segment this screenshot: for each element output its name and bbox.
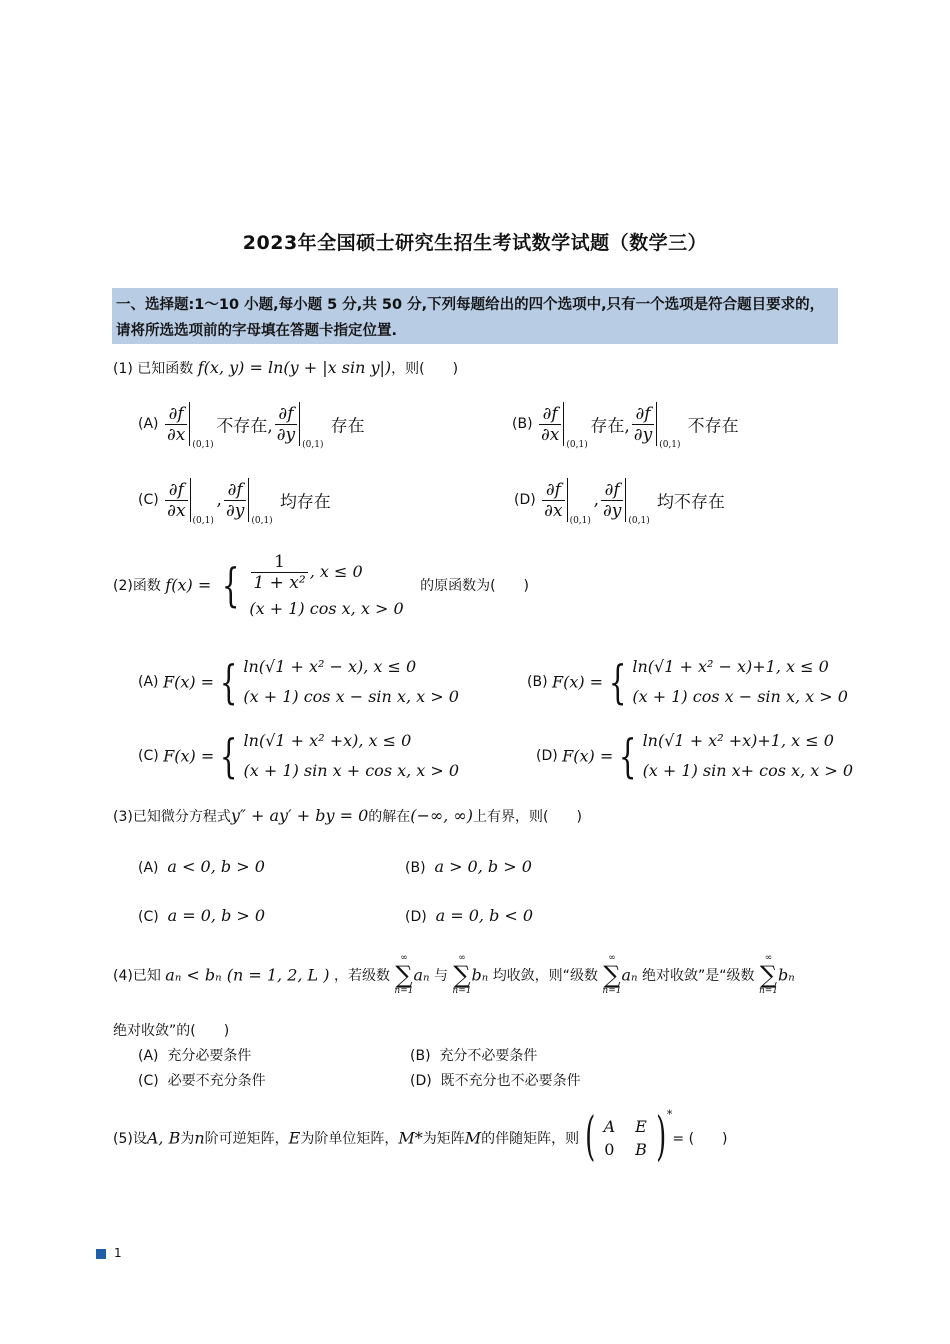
partial-fx: $\frac{\partial f}{\partial x}$	[166, 403, 186, 445]
block-matrix: ( A E 0 B )	[584, 1107, 666, 1167]
page-number: 1	[114, 1246, 122, 1260]
q2-option-d[interactable]: (D) F(x) = { ln(√1 + x² +x)+1, x ≤ 0 (x + 1) sin x+ cos x, x > 0	[536, 729, 854, 783]
q4-option-b[interactable]: (B) 充分不必要条件	[410, 1048, 538, 1064]
partial-fx: $\frac{\partial f}{\partial x}$	[540, 403, 560, 445]
q2-option-b[interactable]: (B) F(x) = { ln(√1 + x² − x)+1, x ≤ 0 (x + 1) cos x − sin x, x > 0	[527, 655, 848, 709]
eval-bar: (0,1)	[248, 478, 275, 522]
sum-symbol: ∞ ∑ n=1	[758, 953, 779, 996]
q1-option-b[interactable]: (B) $\frac{\partial f}{\partial x}$ (0,1) 存在, $\frac{\partial f}{\partial y}$ (0,1) 不存在	[512, 403, 739, 450]
eval-bar: (0,1)	[656, 402, 683, 446]
q4-option-d[interactable]: (D) 既不充分也不必要条件	[410, 1073, 581, 1089]
partial-fx: $\frac{\partial f}{\partial x}$	[544, 479, 563, 521]
partial-fx: $\frac{\partial f}{\partial x}$	[167, 479, 186, 521]
question-4-continuation: 绝对收敛”的( )	[113, 1023, 230, 1039]
partial-fy: $\frac{\partial f}{\partial y}$	[602, 479, 622, 521]
question-2-stem: (2)函数 f(x) = { $\frac{1}{\text{1 + x²}}$ , x ≤ 0 (x + 1) cos x, x > 0 的原函数为( )	[113, 552, 530, 618]
option-label: (D)	[514, 492, 536, 508]
q2-option-c[interactable]: (C) F(x) = { ln(√1 + x² +x), x ≤ 0 (x + 1) sin x + cos x, x > 0	[138, 729, 460, 783]
q3-option-a[interactable]: (A) a < 0, b > 0	[138, 857, 265, 876]
question-tail: ，则( )	[391, 361, 459, 377]
option-label: (D)	[536, 748, 558, 764]
partial-fy: $\frac{\partial f}{\partial y}$	[276, 403, 296, 445]
page-title: 2023年全国硕士研究生招生考试数学试题（数学三）	[242, 232, 708, 254]
option-label: (A)	[138, 416, 159, 432]
option-label: (A)	[138, 674, 159, 690]
section-header	[112, 288, 838, 344]
question-4-stem: (4)已知 aₙ < bₙ (n = 1, 2, L ) ，若级数 ∞ ∑ n=1 aₙ 与 ∞ ∑ n=1 bₙ 均收敛，则“级数 ∞ ∑ n=1 aₙ 绝对收敛”是“级数 ∞ ∑ n=1 bₙ	[113, 953, 795, 996]
section-header-text: 一、选择题:1～10 小题,每小题 5 分,共 50 分,下列每题给出的四个选项中,只有一个选项是符合题目要求的，请将所选选项前的字母填在答题卡指定位置.	[116, 297, 825, 339]
q1-option-c[interactable]: (C) $\frac{\partial f}{\partial x}$ (0,1) , $\frac{\partial f}{\partial y}$ (0,1) 均存在	[138, 479, 331, 526]
question-number: (2)函数	[113, 578, 161, 594]
eval-bar: (0,1)	[190, 478, 217, 522]
partial-fy: $\frac{\partial f}{\partial y}$	[225, 479, 245, 521]
question-text: 已知函数	[137, 361, 194, 377]
question-tail: 的原函数为( )	[420, 578, 530, 594]
sum-symbol: ∞ ∑ n=1	[602, 953, 622, 996]
piecewise: $\frac{1}{\text{1 + x²}}$ , x ≤ 0 (x + 1) cos x, x > 0	[249, 552, 404, 618]
option-label: (C)	[138, 748, 159, 764]
eval-bar: (0,1)	[625, 478, 652, 522]
option-label: (B)	[512, 416, 533, 432]
option-label: (B)	[527, 674, 548, 690]
question-number: (1)	[113, 361, 133, 377]
formula: f(x, y) = ln(y + |x sin y|)	[197, 358, 392, 377]
q1-option-d[interactable]: (D) $\frac{\partial f}{\partial x}$ (0,1) , $\frac{\partial f}{\partial y}$ (0,1) 均不存在	[514, 479, 725, 526]
q3-option-c[interactable]: (C) a = 0, b > 0	[138, 906, 266, 925]
page-marker-icon	[96, 1249, 106, 1259]
sum-symbol: ∞ ∑ n=1	[394, 953, 414, 996]
question-5-stem: (5)设A, B为n阶可逆矩阵，E为阶单位矩阵，M*为矩阵M的伴随矩阵，则 ( A E 0 B ) *= ( )	[113, 1107, 728, 1167]
option-label: (C)	[138, 492, 159, 508]
q2-option-a[interactable]: (A) F(x) = { ln(√1 + x² − x), x ≤ 0 (x + 1) cos x − sin x, x > 0	[138, 655, 459, 709]
eval-bar: (0,1)	[563, 402, 590, 446]
q3-option-b[interactable]: (B) a > 0, b > 0	[405, 857, 532, 876]
eval-bar: (0,1)	[299, 402, 326, 446]
q1-option-a[interactable]: (A) $\frac{\partial f}{\partial x}$ (0,1) 不存在, $\frac{\partial f}{\partial y}$ (0,1) 存在	[138, 403, 365, 450]
sum-symbol: ∞ ∑ n=1	[452, 953, 472, 996]
eval-bar: (0,1)	[567, 478, 594, 522]
partial-fy: $\frac{\partial f}{\partial y}$	[633, 403, 653, 445]
question-3-stem: (3)已知微分方程式y″ + ay′ + by = 0的解在(−∞, ∞)上有界，则( )	[113, 806, 582, 825]
question-number: (3)已知微分方程式	[113, 809, 231, 825]
eval-bar: (0,1)	[189, 402, 216, 446]
q4-option-a[interactable]: (A) 充分必要条件	[138, 1048, 252, 1064]
q4-option-c[interactable]: (C) 必要不充分条件	[138, 1073, 266, 1089]
question-1-stem	[113, 358, 458, 378]
q3-option-d[interactable]: (D) a = 0, b < 0	[405, 906, 534, 925]
